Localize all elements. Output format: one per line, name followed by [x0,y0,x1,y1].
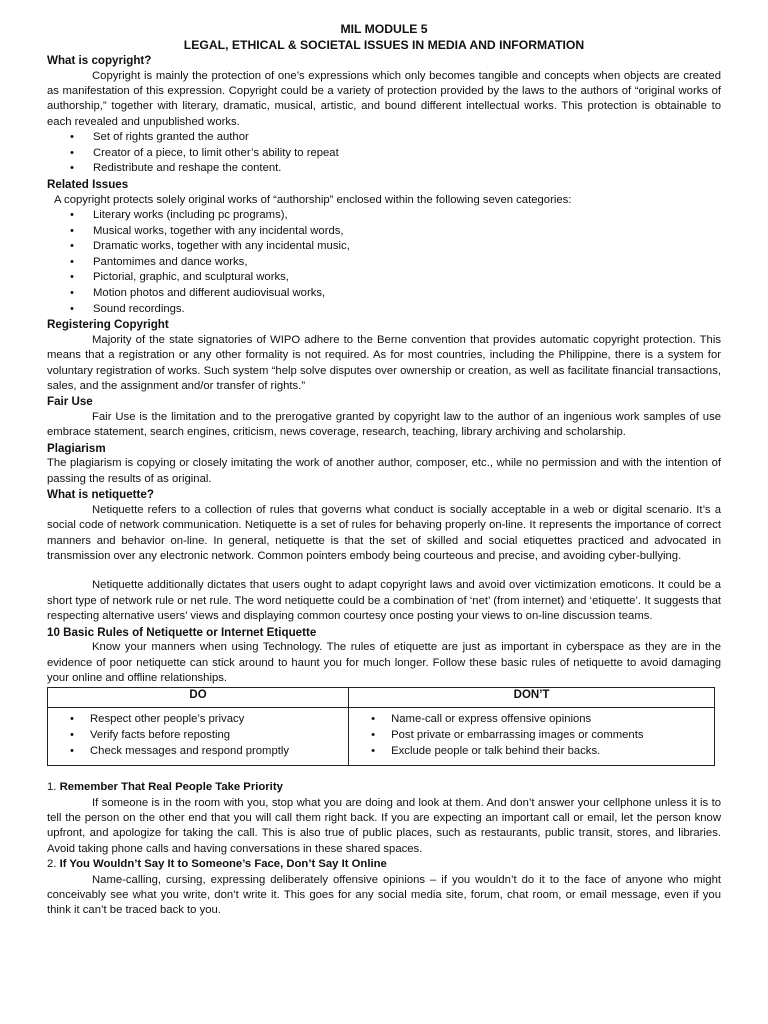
list-item: • Redistribute and reshape the content. [70,161,721,177]
list-item: • Motion photos and different audiovisual works, [70,286,721,302]
list-item: • Check messages and respond promptly [70,744,342,760]
list-item: • Verify facts before reposting [70,728,342,744]
list-item: • Post private or embarrassing images or comments [371,728,708,744]
plagiarism-paragraph: The plagiarism is copying or closely imitating the work of another author, composer, etc., while no permission and with the intention of passing the results of as original. [47,457,721,485]
rule-2-number: 2. [47,858,57,871]
dont-column-header: DON’T [349,688,715,708]
copyright-rights-list [47,130,721,177]
do-column-header: DO [48,688,349,708]
paragraph-spacer [47,564,721,578]
dont-list [357,712,708,759]
related-issues-intro: A copyright protects solely original works of “authorship” enclosed within the following seven categories: [54,193,572,206]
rule-2-heading [47,857,721,872]
section-heading-plagiarism: Plagiarism [47,441,106,455]
dont-cell [349,708,715,766]
section-heading-related-issues: Related Issues [47,178,129,191]
table-row [48,708,715,766]
rule-1-title: Remember That Real People Take Priority [59,781,283,794]
list-item: • Set of rights granted the author [70,130,721,146]
do-cell [48,708,349,766]
rule-1-number: 1. [47,781,57,794]
list-item: • Sound recordings. [70,302,721,318]
list-item: • Musical works, together with any incidental words, [70,224,721,240]
section-heading-netiquette: What is netiquette? [47,488,154,502]
list-item: • Name-call or express offensive opinions [371,712,708,728]
section-heading-fair-use: Fair Use [47,395,93,409]
list-item: • Exclude people or talk behind their backs. [371,744,708,760]
rule-2-title: If You Wouldn’t Say It to Someone’s Face, Don’t Say It Online [59,858,387,871]
section-heading-registering-copyright: Registering Copyright [47,318,169,332]
copyright-paragraph: Copyright is mainly the protection of one’s expressions which only becomes tangible and concepts when objects are created as manifestation of this expression. Copyright could be a variety of protection provided by the laws to the authors of “original works of authorship,” together with literary, dramatic, musical, artistic, and bound different intellectual works. This protection is obtainable to each revealed and unpublished works. [47,69,721,128]
netiquette-paragraph-1: Netiquette refers to a collection of rules that governs what conduct is socially acceptable in a web or digital scenario. It’s a social code of network communication. Netiquette is a set of rules for behaving properly on-line. It represents the importance of correct manners and behavior on-line. In general, netiquette is that the set of skilled and social etiquettes practiced and advocated in transmission over any electronic network. Common pointers embody being courteous and precise, and avoiding cyber-bullying. [47,503,721,562]
copyright-categories-list [47,208,721,317]
rule-1-heading [47,780,721,795]
list-item: • Creator of a piece, to limit other’s ability to repeat [70,146,721,162]
rule-2-paragraph: Name-calling, cursing, expressing deliberately offensive opinions – if you wouldn’t do it to the face of anyone who might conceivably see what you write, don’t write it. This goes for any social media site, forum, chat room, or email message, even if you think it can’t be traced back to you. [47,873,721,917]
table-header-row [48,688,715,708]
do-list [56,712,342,759]
netiquette-paragraph-2: Netiquette additionally dictates that users ought to adapt copyright laws and avoid over victimization emoticons. It could be a short type of network rule or net rule. The word netiquette could be a combination of ‘net’ (from internet) and ‘etiquette’. It suggests that respecting alternative users’ views and displaying common courtesy once posting your views to on-line discussion teams. [47,579,721,623]
list-item: • Dramatic works, together with any incidental music, [70,239,721,255]
list-item: • Respect other people’s privacy [70,712,342,728]
section-heading-basic-rules: 10 Basic Rules of Netiquette or Internet Etiquette [47,625,317,639]
list-item: • Pictorial, graphic, and sculptural works, [70,270,721,286]
list-item: • Pantomimes and dance works, [70,255,721,271]
module-label: MIL MODULE 5 [340,22,428,36]
do-dont-table [47,687,715,766]
section-heading-copyright: What is copyright? [47,54,152,67]
registering-paragraph: Majority of the state signatories of WIPO adhere to the Berne convention that provides automatic copyright protection. This means that a registration or any other formality is not required. As for most countries, including the Philippine, there is a system for voluntary registration of works. Such system “help solve disputes over ownership or creation, as well as facilitate financial transactions, sales, and the assignment and/or transfer of rights.” [47,333,721,392]
rule-1-paragraph: If someone is in the room with you, stop what you are doing and look at them. And don’t answer your cellphone unless it is to tell the person on the other end that you will call them right back. If you are expecting an important call or email, let the person know upfront, and apologize for taking the call. This is also true of public places, such as restaurants, public transit, stores, and libraries. Avoid taking phone calls and having conversations in these shared spaces. [47,796,721,855]
section-spacer [47,766,721,780]
fair-use-paragraph: Fair Use is the limitation and to the prerogative granted by copyright law to the author of an ingenious work samples of use embrace statement, search engines, criticism, news coverage, research, teaching, library archiving and scholarship. [47,410,721,439]
list-item: • Literary works (including pc programs), [70,208,721,224]
basic-rules-intro: Know your manners when using Technology. The rules of etiquette are just as important in cyberspace as they are in the evidence of poor netiquette can stick around to haunt you for much longer. Follow these basic rules of netiquette to avoid damaging your online and offline relationships. [47,641,721,685]
document-title: LEGAL, ETHICAL & SOCIETAL ISSUES IN MEDIA AND INFORMATION [183,37,585,52]
